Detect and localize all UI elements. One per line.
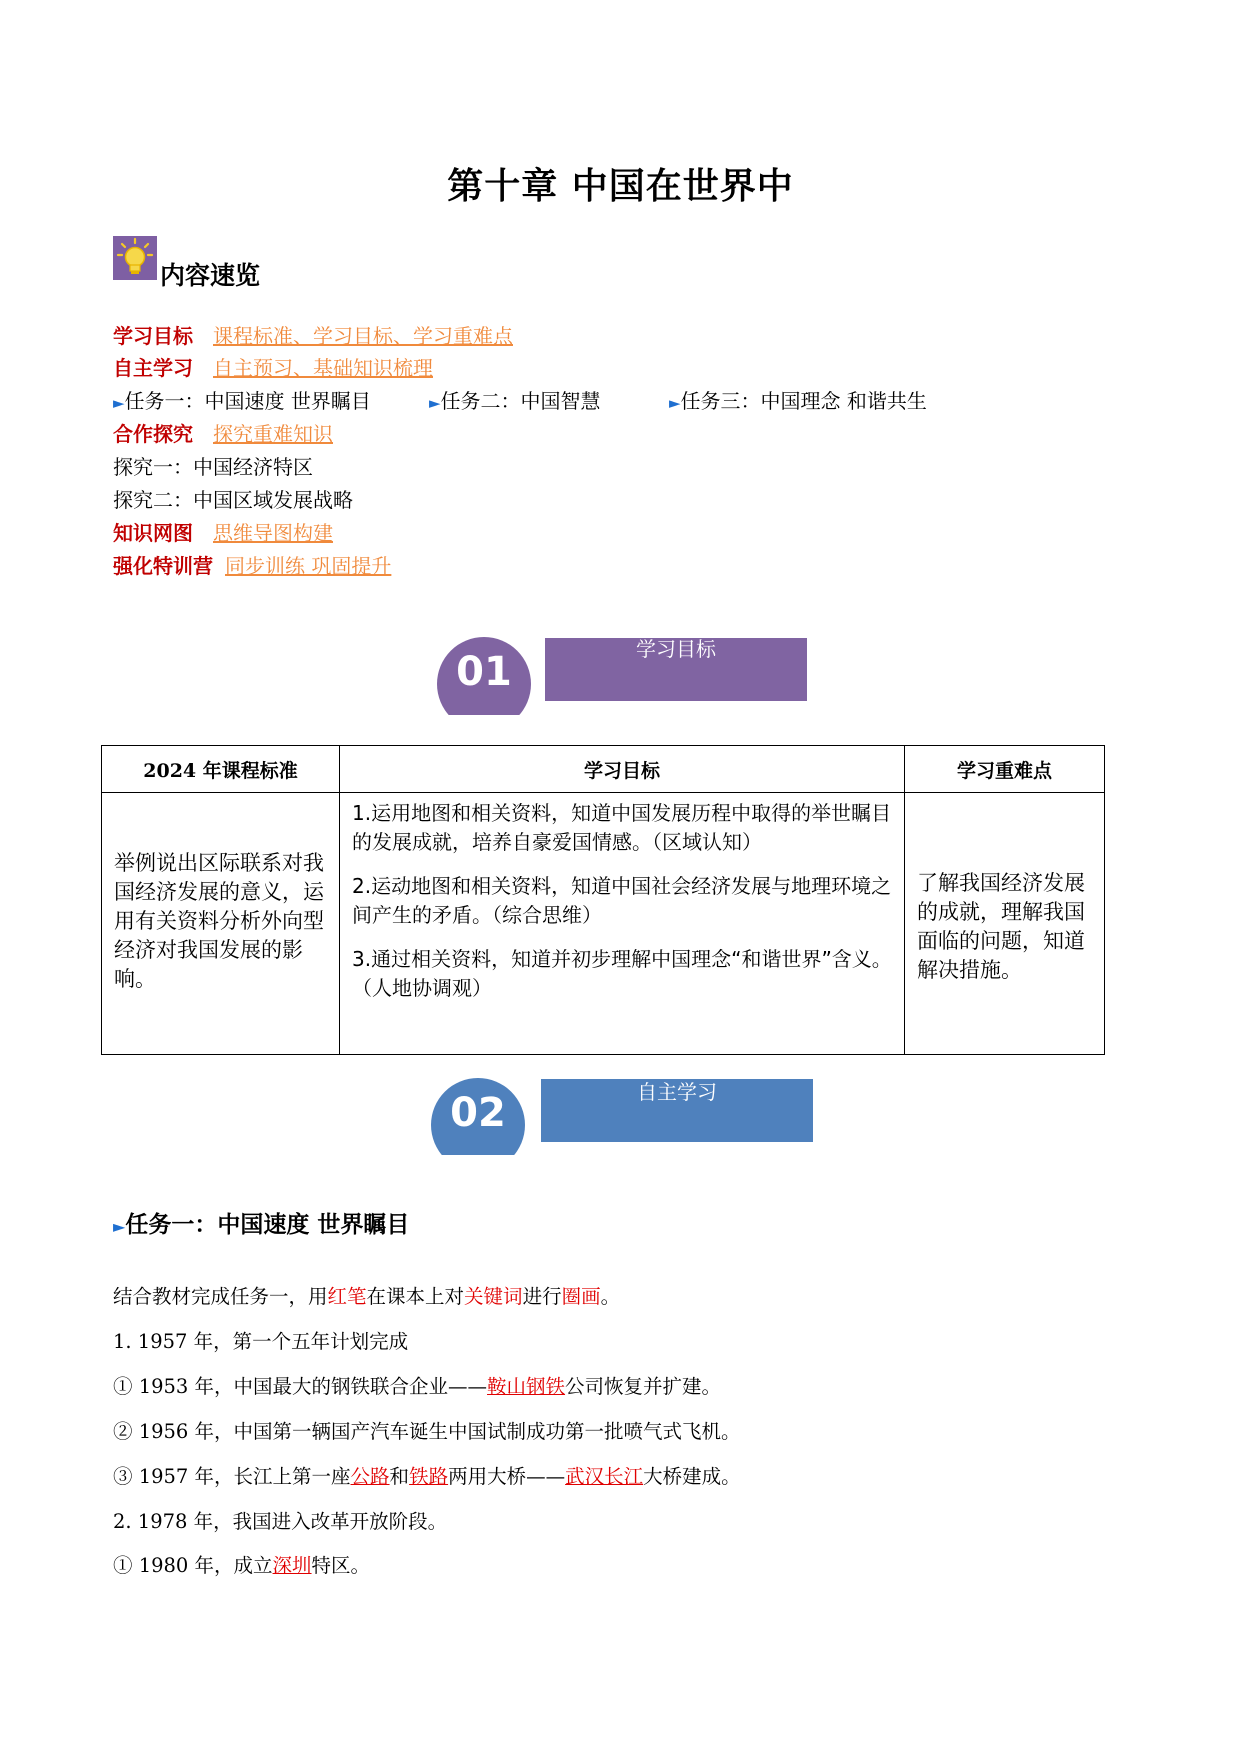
overview-link[interactable]: 课程标准、学习目标、学习重难点 — [213, 324, 513, 348]
task-item: ►任务二：中国智慧 — [429, 389, 601, 413]
overview-label: 知识网图 — [113, 521, 193, 545]
table-row — [102, 793, 1105, 1055]
overview-row-explore — [113, 418, 333, 447]
overview-row-self-study — [113, 352, 433, 381]
triangle-icon: ► — [113, 394, 125, 412]
goals-table — [101, 745, 1105, 1055]
triangle-icon: ► — [429, 394, 441, 412]
overview-link[interactable]: 同步训练 巩固提升 — [225, 554, 392, 578]
section-number-circle: 02 — [431, 1078, 525, 1155]
goal-item: 3.通过相关资料，知道并初步理解中国理念“和谐世界”含义。（人地协调观） — [352, 947, 892, 1000]
task1-item: 1. 1957 年，第一个五年计划完成 — [113, 1330, 409, 1353]
task1-line: ③ 1957 年，长江上第一座公路和铁路两用大桥——武汉长江大桥建成。 — [113, 1465, 741, 1488]
answer-blank: 鞍山钢铁 — [487, 1375, 566, 1398]
overview-label: 学习目标 — [113, 324, 193, 348]
table-header: 学习重难点 — [905, 746, 1105, 793]
overview-row-goals — [113, 320, 513, 349]
overview-label: 强化特训营 — [113, 554, 213, 578]
task1-item: 2. 1978 年，我国进入改革开放阶段。 — [113, 1510, 448, 1533]
section-number-circle: 01 — [437, 637, 531, 715]
goals-cell — [340, 793, 905, 1055]
key-points-cell: 了解我国经济发展的成就，理解我国面临的问题，知道解决措施。 — [905, 793, 1105, 1055]
section-02-badge — [431, 1078, 525, 1155]
table-header-row — [102, 746, 1105, 793]
overview-label: 合作探究 — [113, 422, 193, 446]
task1-line: ① 1980 年，成立深圳特区。 — [113, 1554, 371, 1577]
triangle-icon: ► — [669, 394, 681, 412]
answer-blank: 公路 — [350, 1465, 390, 1488]
section-01-title: 学习目标 — [545, 638, 807, 701]
task-item: ►任务三：中国理念 和谐共生 — [669, 389, 927, 413]
explore-item: 探究二：中国区域发展战略 — [113, 488, 353, 512]
goal-item: 1.运用地图和相关资料，知道中国发展历程中取得的举世瞩目的发展成就，培养自豪爱国情感。（区域认知） — [352, 801, 892, 854]
explore-item: 探究一：中国经济特区 — [113, 455, 313, 479]
overview-row-training — [113, 550, 391, 579]
goal-item: 2.运动地图和相关资料，知道中国社会经济发展与地理环境之间产生的矛盾。（综合思维） — [352, 874, 892, 927]
overview-label: 自主学习 — [113, 356, 193, 380]
triangle-icon: ► — [113, 1217, 126, 1236]
overview-link[interactable]: 自主预习、基础知识梳理 — [213, 356, 433, 380]
answer-blank: 铁路 — [409, 1465, 449, 1488]
overview-row-mindmap — [113, 517, 333, 546]
section-02-title: 自主学习 — [541, 1079, 813, 1142]
lightbulb-icon — [113, 236, 157, 280]
page-title: 第十章 中国在世界中 — [447, 165, 794, 207]
overview-link[interactable]: 思维导图构建 — [213, 521, 333, 545]
standard-cell: 举例说出区际联系对我国经济发展的意义，运用有关资料分析外向型经济对我国发展的影响。 — [102, 793, 340, 1055]
table-header: 2024 年课程标准 — [102, 746, 340, 793]
task-item: ►任务一：中国速度 世界瞩目 — [113, 389, 371, 413]
table-header: 学习目标 — [340, 746, 905, 793]
answer-blank: 深圳 — [272, 1554, 312, 1577]
overview-tasks — [113, 385, 927, 414]
task1-line: ① 1953 年，中国最大的钢铁联合企业——鞍山钢铁公司恢复并扩建。 — [113, 1375, 722, 1398]
task1-heading: ►任务一：中国速度 世界瞩目 — [113, 1212, 410, 1238]
overview-heading: 内容速览 — [160, 261, 261, 290]
task1-line: ② 1956 年，中国第一辆国产汽车诞生中国试制成功第一批喷气式飞机。 — [113, 1420, 741, 1443]
section-01-badge — [437, 637, 531, 715]
task1-intro: 结合教材完成任务一，用红笔在课本上对关键词进行圈画。 — [113, 1285, 621, 1308]
answer-blank: 武汉长江 — [565, 1465, 644, 1488]
overview-link[interactable]: 探究重难知识 — [213, 422, 333, 446]
